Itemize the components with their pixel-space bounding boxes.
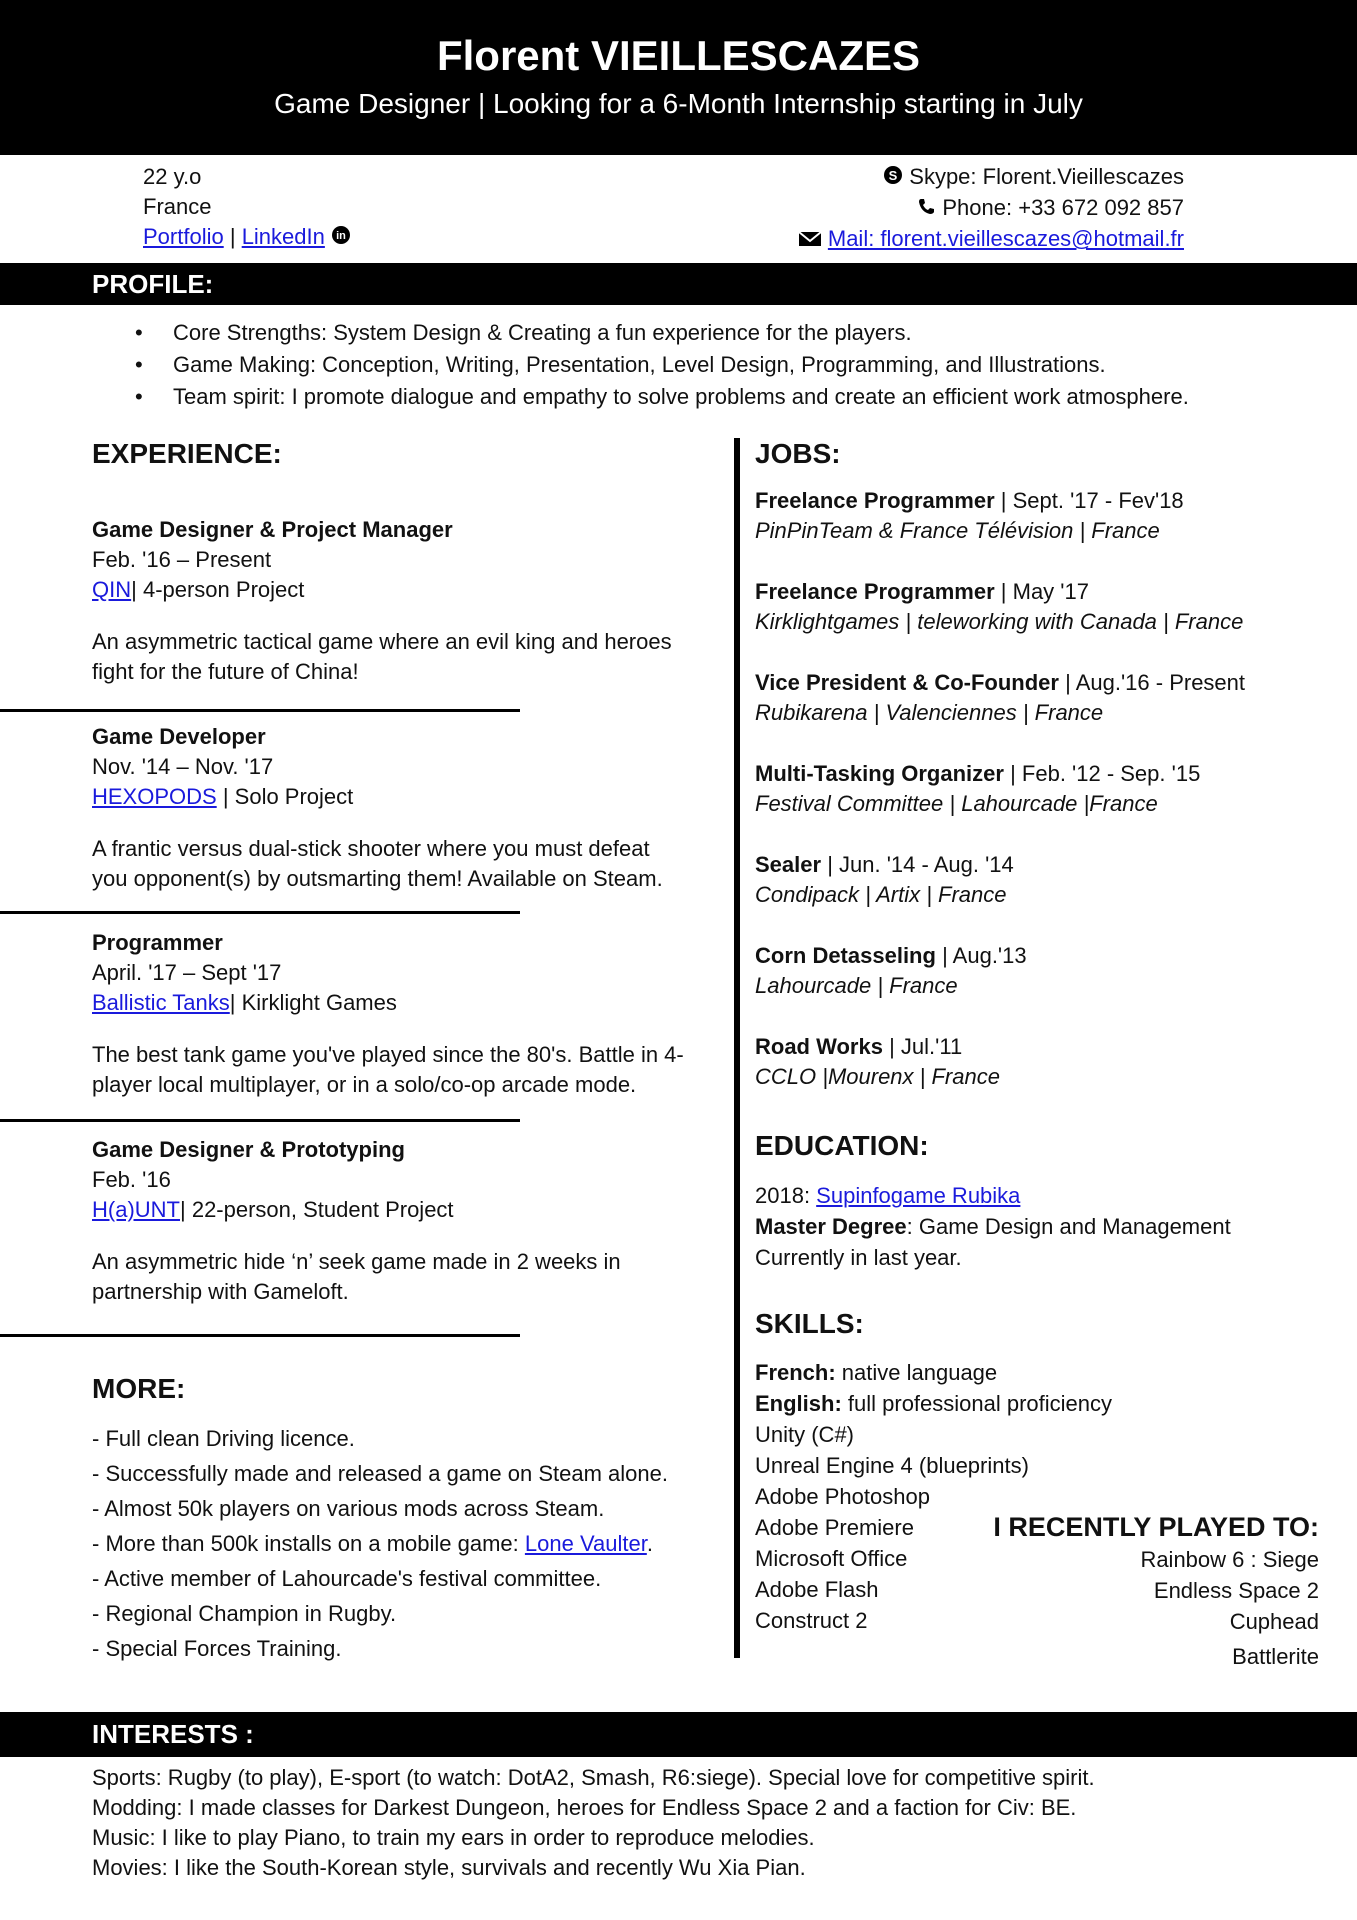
experience-item bbox=[92, 928, 732, 1100]
portfolio-link[interactable]: Portfolio bbox=[143, 224, 224, 249]
job-item bbox=[755, 486, 1345, 546]
education-block bbox=[755, 1180, 1345, 1273]
interests-bar bbox=[0, 1712, 1357, 1757]
skill-item: Construct 2 bbox=[755, 1608, 868, 1633]
profile-item: • Game Making: Conception, Writing, Presentation, Level Design, Programming, and Illustrations. bbox=[135, 349, 1335, 381]
job-dates: | Sept. '17 - Fev'18 bbox=[1000, 488, 1184, 513]
phone-row bbox=[798, 193, 1184, 224]
jobs-title: JOBS: bbox=[755, 438, 841, 469]
linkedin-link[interactable]: LinkedIn bbox=[241, 224, 325, 249]
job-item bbox=[755, 759, 1345, 819]
profile-links bbox=[143, 222, 351, 253]
more-item: - Special Forces Training. bbox=[92, 1636, 342, 1661]
phone-text: Phone: +33 672 092 857 bbox=[942, 195, 1184, 221]
skill-item: Adobe Photoshop bbox=[755, 1484, 930, 1509]
job-item bbox=[755, 1032, 1345, 1092]
skype-row bbox=[798, 162, 1184, 193]
candidate-name: Florent VIEILLESCAZES bbox=[436, 32, 921, 79]
experience-item bbox=[92, 1135, 712, 1307]
experience-role: Game Developer bbox=[92, 724, 266, 749]
job-place: Kirklightgames | teleworking with Canada | France bbox=[755, 609, 1244, 634]
skill-item: Adobe Premiere bbox=[755, 1515, 914, 1540]
played-block bbox=[993, 1510, 1319, 1672]
more-item: - Full clean Driving licence. bbox=[92, 1426, 355, 1451]
column-divider bbox=[734, 438, 740, 1658]
job-place: Condipack | Artix | France bbox=[755, 882, 1007, 907]
played-game: Endless Space 2 bbox=[1153, 1578, 1319, 1603]
divider-line bbox=[0, 709, 520, 712]
job-dates: | Jun. '14 - Aug. '14 bbox=[827, 852, 1014, 877]
skill-french: French: native language bbox=[755, 1360, 998, 1385]
divider-line bbox=[0, 911, 520, 914]
played-game: Rainbow 6 : Siege bbox=[1140, 1547, 1319, 1572]
divider-line bbox=[0, 1334, 520, 1337]
more-item: - More than 500k installs on a mobile game: Lone Vaulter. bbox=[92, 1531, 653, 1556]
more-item: - Almost 50k players on various mods across Steam. bbox=[92, 1496, 605, 1521]
job-place: CCLO |Mourenx | France bbox=[755, 1064, 1000, 1089]
more-item: - Regional Champion in Rugby. bbox=[92, 1601, 397, 1626]
education-title: EDUCATION: bbox=[755, 1130, 929, 1161]
school-link[interactable]: Supinfogame Rubika bbox=[816, 1183, 1021, 1208]
more-item: - Successfully made and released a game on Steam alone. bbox=[92, 1461, 668, 1486]
skype-icon bbox=[883, 163, 903, 193]
job-title: Freelance Programmer bbox=[755, 579, 995, 604]
job-title: Freelance Programmer bbox=[755, 488, 995, 513]
experience-desc: An asymmetric hide ‘n’ seek game made in 2 weeks in partnership with Gameloft. bbox=[92, 1249, 621, 1304]
age: 22 y.o bbox=[143, 164, 202, 189]
project-link[interactable]: HEXOPODS bbox=[92, 784, 217, 809]
envelope-icon bbox=[798, 226, 822, 256]
phone-icon bbox=[916, 194, 936, 224]
more-title: MORE: bbox=[92, 1373, 186, 1404]
experience-title: EXPERIENCE: bbox=[92, 438, 282, 469]
project-link[interactable]: QIN bbox=[92, 577, 132, 602]
experience-project: HEXOPODS | Solo Project bbox=[92, 784, 354, 809]
skill-item: Unreal Engine 4 (blueprints) bbox=[755, 1453, 1029, 1478]
header-band bbox=[0, 0, 1357, 155]
played-game: Battlerite bbox=[1232, 1644, 1319, 1669]
job-title: Corn Detasseling bbox=[755, 943, 936, 968]
divider-line bbox=[0, 1119, 520, 1122]
experience-dates: April. '17 – Sept '17 bbox=[92, 960, 282, 985]
experience-desc: A frantic versus dual-stick shooter where you must defeat you opponent(s) by outsmarting them! Available on Steam. bbox=[92, 836, 663, 891]
linkedin-icon[interactable] bbox=[331, 223, 351, 253]
education-degree: Master Degree: Game Design and Management bbox=[755, 1214, 1231, 1239]
job-item bbox=[755, 941, 1345, 1001]
more-list bbox=[92, 1421, 722, 1666]
job-place: Rubikarena | Valenciennes | France bbox=[755, 700, 1104, 725]
job-item bbox=[755, 577, 1345, 637]
job-place: PinPinTeam & France Télévision | France bbox=[755, 518, 1160, 543]
experience-item bbox=[92, 722, 712, 894]
experience-dates: Feb. '16 bbox=[92, 1167, 171, 1192]
skill-item: Unity (C#) bbox=[755, 1422, 855, 1447]
svg-text:in: in bbox=[336, 230, 346, 243]
mail-link[interactable]: Mail: florent.vieillescazes@hotmail.fr bbox=[827, 226, 1184, 252]
more-item: - Active member of Lahourcade's festival committee. bbox=[92, 1566, 602, 1591]
education-school-row: 2018: Supinfogame Rubika bbox=[755, 1183, 1021, 1208]
job-title: Sealer bbox=[755, 852, 822, 877]
interests-title: INTERESTS : bbox=[92, 1719, 254, 1749]
profile-item: • Core Strengths: System Design & Creating a fun experience for the players. bbox=[135, 317, 1335, 349]
skill-english: English: full professional proficiency bbox=[755, 1391, 1113, 1416]
experience-project: H(a)UNT| 22-person, Student Project bbox=[92, 1197, 454, 1222]
job-title: Multi-Tasking Organizer bbox=[755, 761, 1004, 786]
profile-title: PROFILE: bbox=[92, 269, 214, 299]
contact-right bbox=[798, 162, 1184, 256]
project-link[interactable]: H(a)UNT bbox=[92, 1197, 180, 1222]
education-status: Currently in last year. bbox=[755, 1245, 962, 1270]
candidate-subtitle: Game Designer | Looking for a 6-Month Internship starting in July bbox=[274, 88, 1083, 119]
profile-item: • Team spirit: I promote dialogue and empathy to solve problems and create an efficient work atmosphere. bbox=[135, 381, 1335, 413]
project-link[interactable]: Ballistic Tanks bbox=[92, 990, 230, 1015]
experience-dates: Nov. '14 – Nov. '17 bbox=[92, 754, 274, 779]
profile-list bbox=[135, 317, 1335, 413]
experience-desc: The best tank game you've played since the 80's. Battle in 4- player local multiplayer, or in a solo/co-op arcade mode. bbox=[92, 1042, 684, 1097]
job-item bbox=[755, 850, 1345, 910]
experience-item bbox=[92, 515, 712, 687]
svg-text:S: S bbox=[888, 168, 898, 184]
job-place: Lahourcade | France bbox=[755, 973, 958, 998]
job-dates: | Aug.'13 bbox=[942, 943, 1027, 968]
job-title: Vice President & Co-Founder bbox=[755, 670, 1059, 695]
interest-line: Movies: I like the South-Korean style, survivals and recently Wu Xia Pian. bbox=[92, 1855, 806, 1880]
contact-left bbox=[143, 162, 351, 253]
skill-item: Adobe Flash bbox=[755, 1577, 879, 1602]
experience-project: Ballistic Tanks| Kirklight Games bbox=[92, 990, 397, 1015]
skills-title: SKILLS: bbox=[755, 1308, 864, 1339]
experience-role: Programmer bbox=[92, 930, 223, 955]
link-separator: | bbox=[229, 224, 236, 249]
skype-text: Skype: Florent.Vieillescazes bbox=[909, 164, 1184, 189]
experience-project: QIN| 4-person Project bbox=[92, 577, 305, 602]
interests-list bbox=[92, 1763, 1342, 1883]
interest-line: Sports: Rugby (to play), E-sport (to watch: DotA2, Smash, R6:siege). Special love for competitive spirit. bbox=[92, 1765, 1095, 1790]
played-game: Cuphead bbox=[1229, 1609, 1319, 1634]
interest-line: Music: I like to play Piano, to train my ears in order to reproduce melodies. bbox=[92, 1825, 815, 1850]
interest-line: Modding: I made classes for Darkest Dungeon, heroes for Endless Space 2 and a faction for Civ: BE. bbox=[92, 1795, 1077, 1820]
job-dates: | May '17 bbox=[1000, 579, 1089, 604]
played-list bbox=[993, 1544, 1319, 1672]
experience-role: Game Designer & Prototyping bbox=[92, 1137, 405, 1162]
experience-role: Game Designer & Project Manager bbox=[92, 517, 453, 542]
country: France bbox=[143, 194, 212, 219]
jobs-list bbox=[755, 486, 1345, 1092]
lone-vaulter-link[interactable]: Lone Vaulter bbox=[524, 1531, 647, 1556]
profile-bar bbox=[0, 263, 1357, 305]
experience-dates: Feb. '16 – Present bbox=[92, 547, 272, 572]
job-dates: | Jul.'11 bbox=[889, 1034, 963, 1059]
job-title: Road Works bbox=[755, 1034, 883, 1059]
job-dates: | Aug.'16 - Present bbox=[1065, 670, 1246, 695]
skill-item: Microsoft Office bbox=[755, 1546, 908, 1571]
played-title: I RECENTLY PLAYED TO: bbox=[993, 1512, 1319, 1542]
experience-desc: An asymmetric tactical game where an evil king and heroes fight for the future of China! bbox=[92, 629, 672, 684]
job-place: Festival Committee | Lahourcade |France bbox=[755, 791, 1158, 816]
job-dates: | Feb. '12 - Sep. '15 bbox=[1010, 761, 1201, 786]
mail-row bbox=[798, 224, 1184, 255]
job-item bbox=[755, 668, 1345, 728]
